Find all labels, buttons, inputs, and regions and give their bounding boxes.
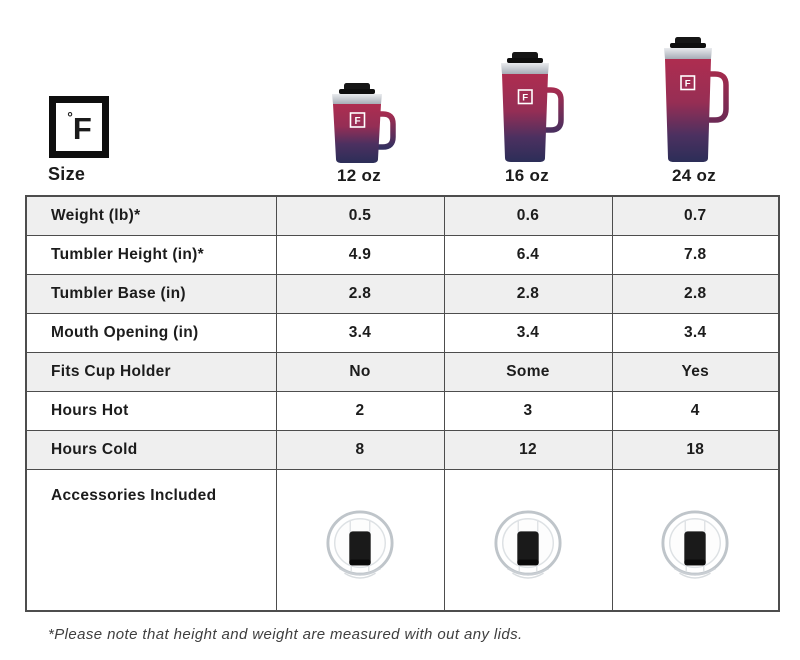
table-row-accessories bbox=[26, 469, 779, 611]
row-label: Hours Cold bbox=[26, 430, 276, 469]
lid-base bbox=[507, 58, 543, 63]
table-row-mouth-opening bbox=[26, 313, 779, 352]
table-row-hours-cold bbox=[26, 430, 779, 469]
degree-symbol: ° bbox=[67, 109, 73, 125]
column-label-16oz: 16 oz bbox=[504, 166, 550, 185]
mug-badge-letter: F bbox=[354, 116, 361, 127]
cell-16oz: 3 bbox=[444, 391, 612, 430]
stainless-rim bbox=[332, 94, 382, 104]
row-label: Hours Hot bbox=[26, 391, 276, 430]
cell-24oz: 3.4 bbox=[612, 313, 779, 352]
cell-16oz: 2.8 bbox=[444, 274, 612, 313]
cell-16oz: Some bbox=[444, 352, 612, 391]
cell-24oz: 18 bbox=[612, 430, 779, 469]
cell-24oz: Yes bbox=[612, 352, 779, 391]
lid-base bbox=[670, 43, 706, 48]
cell-12oz: 0.5 bbox=[276, 196, 444, 235]
cell-24oz: 2.8 bbox=[612, 274, 779, 313]
lid-base bbox=[339, 89, 375, 94]
cell-12oz: No bbox=[276, 352, 444, 391]
row-label: Tumbler Height (in)* bbox=[26, 235, 276, 274]
table-row-weight bbox=[26, 196, 779, 235]
table-row-hours-hot bbox=[26, 391, 779, 430]
cell-16oz: 12 bbox=[444, 430, 612, 469]
column-label-12oz: 12 oz bbox=[336, 166, 382, 185]
size-header-label: Size bbox=[48, 164, 86, 184]
stainless-rim bbox=[501, 63, 549, 74]
cell-24oz: 0.7 bbox=[612, 196, 779, 235]
cell-12oz: 3.4 bbox=[276, 313, 444, 352]
cell-12oz: 2.8 bbox=[276, 274, 444, 313]
cell-16oz: 3.4 bbox=[444, 313, 612, 352]
cell-12oz: 2 bbox=[276, 391, 444, 430]
row-label: Mouth Opening (in) bbox=[26, 313, 276, 352]
cell-16oz: 0.6 bbox=[444, 196, 612, 235]
accessory-cell-12oz bbox=[276, 469, 444, 611]
sliding-lid-icon bbox=[493, 507, 563, 581]
row-label: Accessories Included bbox=[26, 469, 276, 611]
cell-12oz: 8 bbox=[276, 430, 444, 469]
table-row-height bbox=[26, 235, 779, 274]
brand-letter: F bbox=[72, 110, 91, 146]
row-label: Fits Cup Holder bbox=[26, 352, 276, 391]
cell-12oz: 4.9 bbox=[276, 235, 444, 274]
accessory-cell-16oz bbox=[444, 469, 612, 611]
mug-badge-letter: F bbox=[684, 78, 691, 90]
sliding-lid-icon bbox=[325, 507, 395, 581]
accessory-cell-24oz bbox=[612, 469, 779, 611]
sliding-lid-icon bbox=[660, 507, 730, 581]
mug-badge-letter: F bbox=[522, 92, 529, 104]
mug-body bbox=[502, 74, 548, 162]
brand-logo bbox=[49, 96, 109, 158]
column-label-24oz: 24 oz bbox=[671, 166, 717, 185]
footnote: *Please note that height and weight are measured with out any lids. bbox=[48, 626, 523, 643]
cell-16oz: 6.4 bbox=[444, 235, 612, 274]
row-label: Weight (lb)* bbox=[26, 196, 276, 235]
spec-comparison-table bbox=[25, 195, 780, 612]
mug-12oz-image bbox=[318, 83, 400, 165]
cell-24oz: 7.8 bbox=[612, 235, 779, 274]
row-label: Tumbler Base (in) bbox=[26, 274, 276, 313]
cell-24oz: 4 bbox=[612, 391, 779, 430]
table-row-cup-holder bbox=[26, 352, 779, 391]
table-row-base bbox=[26, 274, 779, 313]
mug-body bbox=[665, 59, 711, 162]
mug-24oz-image bbox=[646, 37, 734, 164]
mug-16oz-image bbox=[485, 52, 569, 164]
stainless-rim bbox=[664, 48, 712, 59]
